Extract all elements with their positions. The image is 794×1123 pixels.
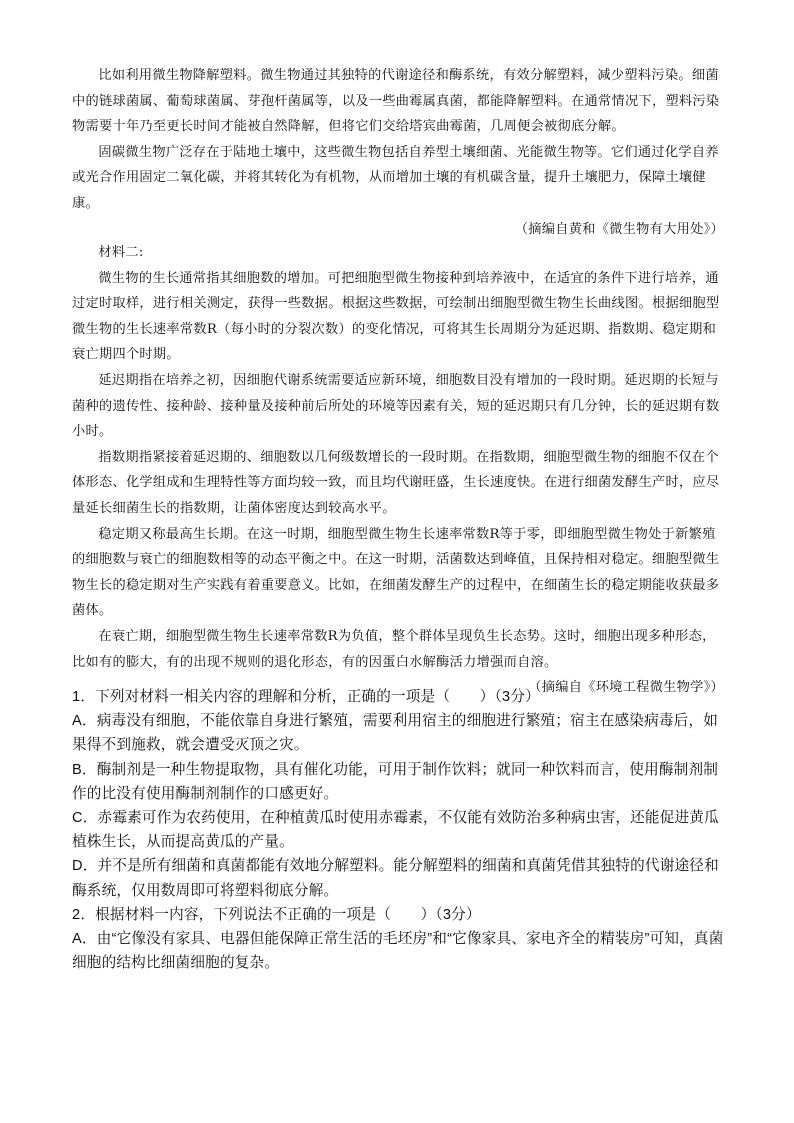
material-one-paragraph: 固碳微生物广泛存在于陆地土壤中，这些微生物包括自养型土壤细菌、光能微生物等。它们通过化学自养或光合作用固定二氧化碳，并将其转化为有机物，从而增加土壤的有机碳含量，提升土壤肥力，保障土壤健康。	[72, 144, 719, 211]
material-two-label: 材料二:	[98, 245, 144, 260]
question-two-option-a: A．由“它像没有家具、电器但能保障正常生活的毛坯房”和“它像家具、家电齐全的精装房”可知，真菌细胞的结构比细菌细胞的复杂。	[72, 931, 724, 972]
question-one-stem: 1．下列对材料一相关内容的理解和分析，正确的一项是（ ）（3分）	[72, 689, 540, 705]
questions-block	[72, 685, 724, 975]
material-two-paragraph: 在衰亡期，细胞型微生物生长速率常数R为负值，整个群体呈现负生长态势。这时，细胞出现多种形态，比如有的膨大，有的出现不规则的退化形态，有的因蛋白水解酶活力增强而自溶。	[72, 628, 716, 670]
material-two-paragraph: 微生物的生长通常指其细胞数的增加。可把细胞型微生物接种到培养液中，在适宜的条件下进行培养，通过定时取样，进行相关测定，获得一些数据。根据这些数据，可绘制出细胞型微生物生长曲线图。根据细胞型微生物的生长速率常数R（每小时的分裂次数）的变化情况，可将其生长周期分为延迟期、指数期、稳定期和衰亡期四个时期。	[72, 270, 720, 363]
question-one-option-c: C．赤霉素可作为农药使用，在种植黄瓜时使用赤霉素，不仅能有效防治多种病虫害，还能促进黄瓜植株生长，从而提高黄瓜的产量。	[72, 810, 719, 851]
material-one-paragraph: 比如利用微生物降解塑料。微生物通过其独特的代谢途径和酶系统，有效分解塑料，减少塑料污染。细菌中的链球菌属、葡萄球菌属、芽孢杆菌属等，以及一些曲霉属真菌，都能降解塑料。在通常情况下，塑料污染物需要十年乃至更长时间才能被自然降解，但将它们交给塔宾曲霉菌，几周便会被彻底分解。	[72, 68, 720, 135]
question-one-option-d: D．并不是所有细菌和真菌都能有效地分解塑料。能分解塑料的细菌和真菌凭借其独特的代谢途径和酶系统，仅用数周即可将塑料彻底分解。	[72, 858, 719, 899]
material-one-block	[72, 63, 724, 242]
question-two-stem: 2．根据材料一内容，下列说法不正确的一项是（ ）（3分）	[72, 906, 481, 923]
material-two-paragraph: 指数期指紧接着延迟期的、细胞数以几何级数增长的一段时期。在指数期，细胞型微生物的细胞不仅在个体形态、化学组成和生理特性等方面均较一致，而且均代谢旺盛，生长速度快。在进行细菌发酵生产时，应尽量延长细菌生长的指数期，让菌体密度达到较高水平。	[72, 449, 720, 516]
question-one-option-b: B．酶制剂是一种生物提取物，具有催化功能，可用于制作饮料；就同一种饮料而言，使用酶制剂制作的比没有使用酶制剂制作的口感更好。	[72, 761, 719, 802]
material-one-source: （摘编自黄和《微生物有大用处》）	[514, 221, 724, 237]
material-two-source: （摘编自《环境工程微生物学》）	[528, 680, 724, 696]
material-two-block	[72, 240, 724, 701]
material-two-paragraph: 延迟期指在培养之初，因细胞代谢系统需要适应新环境，细胞数目没有增加的一段时期。延迟期的长短与菌种的遗传性、接种龄、接种量及接种前后所处的环境等因素有关，短的延迟期只有几分钟，长的延迟期有数小时。	[72, 372, 720, 440]
material-two-paragraph: 稳定期又称最高生长期。在这一时期，细胞型微生物生长速率常数R等于零，即细胞型微生物处于新繁殖的细胞数与衰亡的细胞数相等的动态平衡之中。在这一时期，活菌数达到峰值，且保持相对稳定。细胞型微生物生长的稳定期对生产实践有着重要意义。比如，在细菌发酵生产的过程中，在细菌生长的稳定期能收获最多菌体。	[72, 526, 720, 619]
question-one-option-a: A．病毒没有细胞，不能依靠自身进行繁殖，需要利用宿主的细胞进行繁殖；宿主在感染病毒后，如果得不到施救，就会遭受灭顶之灾。	[72, 713, 719, 754]
